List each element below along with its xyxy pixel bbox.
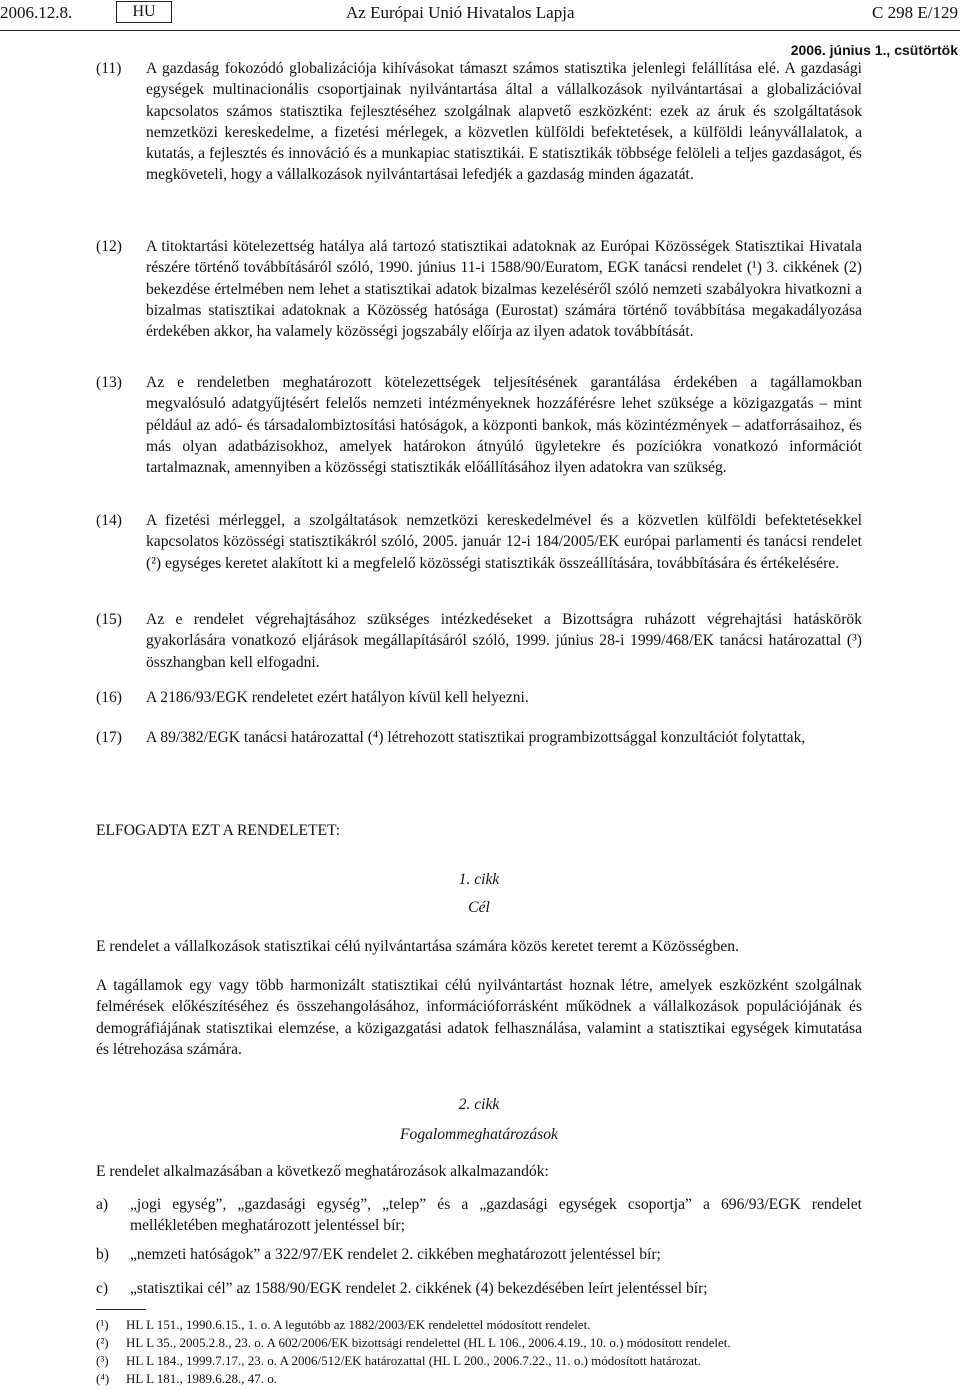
recital-number: (14)	[96, 512, 122, 529]
article-2-number: 2. cikk	[458, 1096, 500, 1113]
footnote-number: (¹)	[96, 1317, 109, 1332]
recital-14	[96, 510, 862, 574]
language-code: HU	[116, 1, 172, 23]
recital-text: A 2186/93/EGK rendeletet ezért hatályon kívül kell helyezni.	[146, 689, 529, 706]
footnote-2	[96, 1334, 896, 1351]
article-2-title: Fogalommeghatározások	[400, 1126, 558, 1143]
footnote-1	[96, 1316, 896, 1333]
definition-item-c	[96, 1278, 862, 1299]
article-1-title: Cél	[468, 899, 490, 916]
recital-number: (13)	[96, 374, 122, 391]
article-2-intro: E rendelet alkalmazásában a következő meghatározások alkalmazandók:	[96, 1163, 549, 1180]
item-text: „jogi egység”, „gazdasági egység”, „telep” és a „gazdasági egységek csoportja” a 696/93/EGK rendelet mellékletében meghatározott jelentéssel bír;	[130, 1196, 862, 1235]
item-label: c)	[96, 1280, 109, 1297]
item-label: b)	[96, 1246, 109, 1263]
item-text: „nemzeti hatóságok” a 322/97/EK rendelet 2. cikkében meghatározott jelentéssel bír;	[130, 1246, 661, 1263]
footnote-number: (³)	[96, 1353, 109, 1368]
recital-15	[96, 609, 862, 673]
definition-item-a	[96, 1194, 862, 1237]
recital-17	[96, 727, 862, 748]
session-date: 2006. június 1., csütörtök	[790, 42, 958, 58]
recital-12	[96, 236, 862, 342]
footnote-text: HL L 184., 1999.7.17., 23. o. A 2006/512/EK határozattal (HL L 200., 2006.7.22., 11. o.) módosított határozat.	[126, 1353, 701, 1368]
header-date: 2006.12.8.	[0, 3, 73, 22]
footnote-divider	[96, 1309, 146, 1310]
definition-item-b	[96, 1244, 862, 1265]
recital-text: A 89/382/EGK tanácsi határozattal (⁴) létrehozott statisztikai programbizottsággal konzultációt folytattak,	[146, 729, 806, 746]
recital-16	[96, 687, 862, 708]
journal-title: Az Európai Unió Hivatalos Lapja	[346, 3, 575, 22]
footnote-number: (²)	[96, 1335, 109, 1350]
footnote-number: (⁴)	[96, 1371, 110, 1386]
recital-number: (16)	[96, 689, 122, 706]
recital-number: (15)	[96, 611, 122, 628]
recital-number: (17)	[96, 729, 122, 746]
recital-11	[96, 58, 862, 186]
article-1-number: 1. cikk	[458, 871, 500, 888]
recital-text: A titoktartási kötelezettség hatálya alá tartozó statisztikai adatoknak az Európai Közösségek Statisztikai Hivatala részére történő továbbításáról szóló, 1990. június 11-i 1588/90/Euratom, EGK tanácsi rendelet (¹) 3. cikkének (2) bekezdése értelmében nem lehet a statisztikai adatok bizalmas kezeléséről szóló nemzeti szabályokra hivatkozni a bizalmas statisztikai adatoknak a Közösség hatósága (Eurostat) számára történő továbbítása megakadályozása érdekében akkor, ha valamely közösségi jogszabály előírja az ilyen adatok továbbítását.	[146, 238, 862, 341]
enacting-formula: ELFOGADTA EZT A RENDELETET:	[96, 822, 341, 839]
journal-reference: C 298 E/129	[872, 3, 958, 22]
footnote-text: HL L 35., 2005.2.8., 23. o. A 602/2006/EK bizottsági rendelettel (HL L 106., 2006.4.19., 10. o.) módosított rendelet.	[126, 1335, 731, 1350]
article-1-paragraph-1: E rendelet a vállalkozások statisztikai célú nyilvántartása számára közös keretet teremt a Közösségben.	[96, 938, 739, 955]
recital-text: Az e rendeletben meghatározott kötelezettségek teljesítésének garantálása érdekében a tagállamokban megvalósuló adatgyűjtésért felelős nemzeti intézményeknek hozzáférésre lehet szüksége a közigazgatás – mint például az adó- és társadalombiztosítási hatóságok, a központi bankok, más közintézmények – adatforrásaihoz, és más olyan adatbázisokhoz, amelyek határokon átnyúló ügyletekre és pozíciókra vonatkozó információt tartalmaznak, amennyiben a közösségi statisztikák előállításához ilyen adatokra van szükség.	[146, 374, 862, 477]
footnote-3	[96, 1352, 896, 1369]
item-text: „statisztikai cél” az 1588/90/EGK rendelet 2. cikkének (4) bekezdésében leírt jelentéssel bír;	[130, 1280, 708, 1297]
recital-13	[96, 372, 862, 478]
footnote-text: HL L 181., 1989.6.28., 47. o.	[126, 1371, 278, 1386]
recital-number: (11)	[96, 60, 122, 77]
header-divider	[0, 30, 960, 31]
article-1-paragraph-2: A tagállamok egy vagy több harmonizált statisztikai célú nyilvántartást hoznak létre, amelyek eszközként szolgálnak felmérések előkészítéséhez és összehangolásához, információforrásként működnek a vállalkozások populációjának és demográfiájának statisztikai elemzése, a közigazgatási adatok felhasználása, valamint a statisztikai egységek kimutatása és létrehozása számára.	[96, 977, 862, 1058]
recital-text: A gazdaság fokozódó globalizációja kihívásokat támaszt számos statisztika jelenlegi felállítása elé. A gazdasági egységek multinacionális csoportjainak nyilvántartása által a vállalkozások nyilvántartásai a globalizációval kapcsolatos számos statisztika fejlesztéséhez szolgálnak alapvető eszközként: ezek az áruk és szolgáltatások nemzetközi kereskedelme, a fizetési mérlegek, a közvetlen külföldi befektetések, a külföldi leányvállalatok, a kutatás, a fejlesztés és innováció és a munkapiac statisztikái. E statisztikák többsége felöleli a teljes gazdaságot, és megköveteli, hogy a vállalkozások nyilvántartásai lefedjék a gazdaság minden ágazatát.	[146, 60, 862, 184]
footnote-4	[96, 1370, 896, 1387]
item-label: a)	[96, 1196, 109, 1213]
recital-text: A fizetési mérleggel, a szolgáltatások nemzetközi kereskedelmével és a közvetlen külföldi befektetésekkel kapcsolatos közösségi statisztikákról szóló, 2005. január 12-i 184/2005/EK európai parlamenti és tanácsi rendelet (²) egységes keretet alakított ki a megfelelő közösségi statisztikák összeállítására, továbbítására és értékelésére.	[146, 512, 862, 572]
recital-text: Az e rendelet végrehajtásához szükséges intézkedéseket a Bizottságra ruházott végrehajtási hatáskörök gyakorlására vonatkozó eljárások megállapításáról szóló, 1999. június 28-i 1999/468/EK tanácsi határozattal (³) összhangban kell elfogadni.	[146, 611, 862, 671]
footnote-text: HL L 151., 1990.6.15., 1. o. A legutóbb az 1882/2003/EK rendelettel módosított rendelet.	[126, 1317, 591, 1332]
recital-number: (12)	[96, 238, 122, 255]
